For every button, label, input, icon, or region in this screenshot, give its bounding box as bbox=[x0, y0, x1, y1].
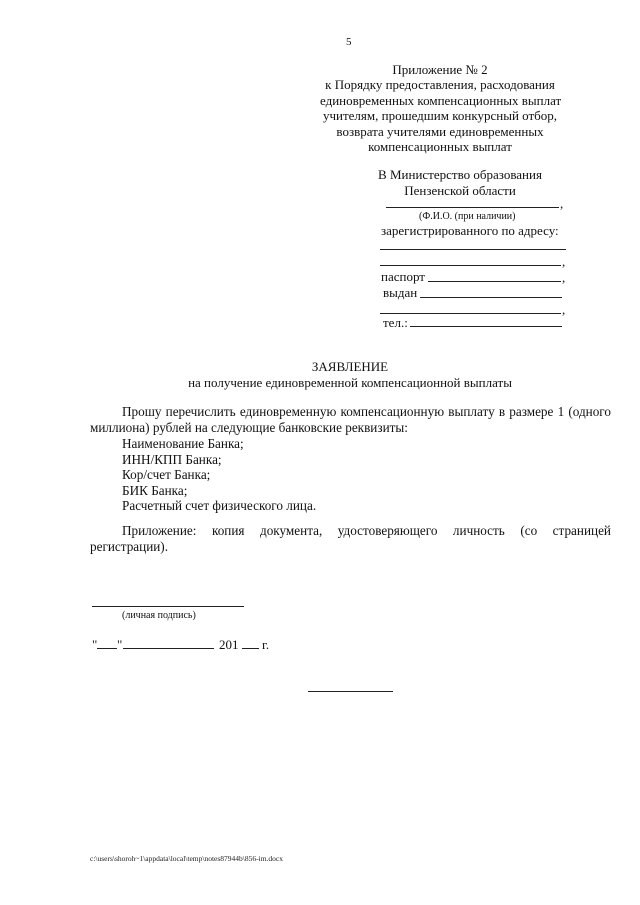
footer-file-path: c:\users\shoroh~1\appdata\local\temp\notes87944b\856-im.docx bbox=[90, 854, 283, 863]
issued-field-line bbox=[420, 297, 562, 298]
attachment-line-1: Приложение: копия документа, удостоверяющего личность (со страницей bbox=[122, 523, 611, 538]
issued-field-line-2 bbox=[380, 313, 561, 314]
page-number: 5 bbox=[346, 36, 352, 48]
phone-label: тел.: bbox=[383, 315, 408, 330]
list-item: ИНН/КПП Банка; bbox=[122, 451, 222, 467]
list-item: Наименование Банка; bbox=[122, 436, 244, 451]
list-item: БИК Банка; bbox=[122, 482, 188, 498]
appendix-line: учителям, прошедшим конкурсный отбор, bbox=[322, 108, 558, 124]
signature-caption: (личная подпись) bbox=[122, 610, 196, 621]
list-item: Кор/счет Банка; bbox=[122, 467, 211, 483]
addressee-line: В Министерство образования bbox=[378, 167, 542, 182]
date-day-line bbox=[97, 648, 117, 649]
date-quote-open: " bbox=[92, 637, 98, 652]
signature-field-line bbox=[92, 606, 244, 607]
list-item: Расчетный счет физического лица. bbox=[122, 498, 317, 514]
date-month-line bbox=[123, 648, 214, 649]
appendix-line: возврата учителями единовременных bbox=[336, 123, 544, 139]
fio-comma: , bbox=[560, 196, 564, 211]
requisites-list bbox=[122, 436, 316, 514]
statement-title: ЗАЯВЛЕНИЕ bbox=[311, 359, 389, 374]
passport-label: паспорт bbox=[381, 269, 425, 284]
request-paragraph-line-1: Прошу перечислить единовременную компенсационную выплату в размере 1 (одного bbox=[122, 404, 611, 419]
address-comma: , bbox=[562, 254, 566, 269]
date-quote-close: " bbox=[117, 637, 123, 652]
date-year-line bbox=[242, 648, 259, 649]
appendix-line: компенсационных выплат bbox=[368, 139, 512, 155]
address-field-line-1 bbox=[380, 249, 566, 250]
statement-heading bbox=[90, 359, 610, 390]
fio-caption: (Ф.И.О. (при наличии) bbox=[419, 211, 516, 222]
request-paragraph-line-2: миллиона) рублей на следующие банковские реквизиты: bbox=[90, 420, 408, 435]
appendix-line: к Порядку предоставления, расходования bbox=[325, 77, 555, 93]
passport-comma: , bbox=[562, 270, 566, 285]
statement-subtitle: на получение единовременной компенсационной выплаты bbox=[188, 374, 512, 390]
issued-comma: , bbox=[562, 302, 566, 317]
appendix-header bbox=[320, 62, 560, 154]
date-year-prefix: 201 bbox=[219, 637, 239, 652]
addressee-block bbox=[360, 167, 560, 198]
separator-line bbox=[308, 691, 393, 692]
attachment-line-2: регистрации). bbox=[90, 539, 168, 554]
phone-field-line bbox=[410, 326, 562, 327]
addressee-line: Пензенской области bbox=[404, 182, 516, 198]
appendix-line: Приложение № 2 bbox=[392, 62, 488, 77]
passport-field-line bbox=[428, 281, 561, 282]
address-field-line-2 bbox=[380, 265, 561, 266]
appendix-line: единовременных компенсационных выплат bbox=[320, 92, 562, 108]
fio-field-line bbox=[386, 207, 559, 208]
issued-label: выдан bbox=[383, 285, 418, 300]
date-suffix: г. bbox=[262, 637, 270, 652]
registered-label: зарегистрированного по адресу: bbox=[381, 223, 559, 238]
